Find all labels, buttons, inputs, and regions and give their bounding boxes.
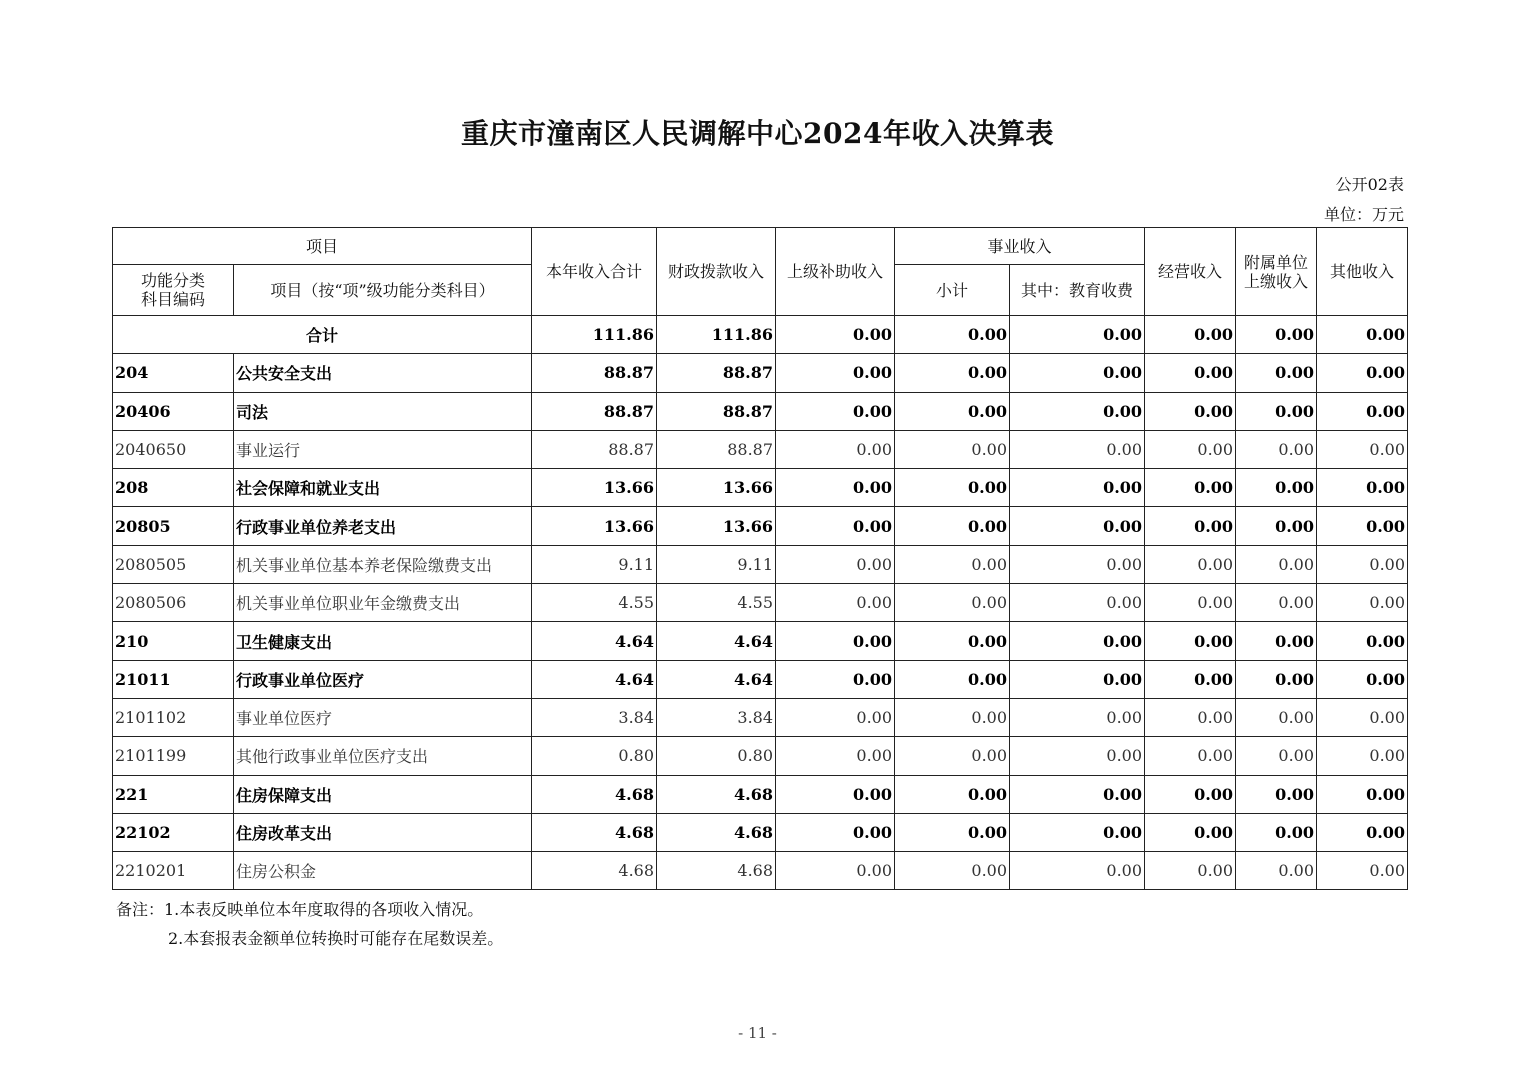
row-value: 3.84 — [532, 698, 657, 736]
table-row — [113, 545, 1408, 583]
header-superior: 上级补助收入 — [776, 228, 895, 316]
row-value: 13.66 — [532, 469, 657, 507]
header-project-name: 项目（按“项”级功能分类科目） — [234, 265, 532, 316]
header-affiliated-line1: 附属单位 — [1244, 252, 1309, 272]
row-value: 0.00 — [895, 698, 1010, 736]
row-name: 司法 — [234, 392, 532, 430]
row-value: 0.00 — [776, 775, 895, 813]
row-value: 0.00 — [895, 584, 1010, 622]
total-value: 0.00 — [1010, 316, 1145, 354]
row-code: 2210201 — [113, 852, 234, 890]
row-value: 0.00 — [1317, 698, 1408, 736]
table-number: 公开02表 — [1335, 175, 1404, 194]
row-name: 社会保障和就业支出 — [234, 469, 532, 507]
row-code: 2040650 — [113, 430, 234, 468]
header-subtotal: 小计 — [895, 265, 1010, 316]
row-value: 88.87 — [657, 392, 776, 430]
header-code-line1: 功能分类 — [140, 271, 205, 290]
header-affiliated — [1236, 228, 1317, 316]
table-row — [113, 354, 1408, 392]
row-value: 0.00 — [1145, 354, 1236, 392]
row-code: 22102 — [113, 813, 234, 851]
row-name: 住房公积金 — [234, 852, 532, 890]
row-value: 0.00 — [776, 737, 895, 775]
row-value: 0.00 — [776, 430, 895, 468]
row-value: 4.64 — [657, 660, 776, 698]
unit-label: 单位：万元 — [1323, 205, 1404, 224]
total-value: 0.00 — [776, 316, 895, 354]
row-value: 0.00 — [1317, 660, 1408, 698]
row-value: 0.00 — [1010, 852, 1145, 890]
table-row — [113, 392, 1408, 430]
header-business-group: 事业收入 — [895, 228, 1145, 265]
table-body — [113, 316, 1408, 890]
row-value: 0.00 — [1236, 737, 1317, 775]
row-code: 221 — [113, 775, 234, 813]
row-value: 0.00 — [895, 775, 1010, 813]
row-value: 88.87 — [532, 354, 657, 392]
row-value: 0.00 — [1145, 392, 1236, 430]
row-value: 0.00 — [1236, 392, 1317, 430]
total-value: 0.00 — [1317, 316, 1408, 354]
row-value: 0.00 — [776, 507, 895, 545]
row-value: 0.00 — [895, 354, 1010, 392]
row-value: 0.00 — [1236, 545, 1317, 583]
row-value: 0.00 — [776, 584, 895, 622]
row-value: 0.00 — [895, 507, 1010, 545]
total-label: 合计 — [113, 316, 532, 354]
header-total-income: 本年收入合计 — [532, 228, 657, 316]
row-value: 0.00 — [1145, 469, 1236, 507]
row-value: 13.66 — [532, 507, 657, 545]
row-value: 0.00 — [776, 545, 895, 583]
table-row — [113, 852, 1408, 890]
note-line-2: 2.本套报表金额单位转换时可能存在尾数误差。 — [168, 929, 504, 948]
row-value: 0.00 — [895, 660, 1010, 698]
row-code: 2101199 — [113, 737, 234, 775]
row-value: 0.00 — [1236, 852, 1317, 890]
row-name: 行政事业单位养老支出 — [234, 507, 532, 545]
row-value: 88.87 — [657, 354, 776, 392]
row-value: 0.00 — [1145, 698, 1236, 736]
row-value: 0.00 — [1010, 430, 1145, 468]
row-value: 0.00 — [1317, 584, 1408, 622]
total-value: 111.86 — [657, 316, 776, 354]
row-value: 88.87 — [532, 430, 657, 468]
row-value: 0.00 — [895, 852, 1010, 890]
row-value: 0.00 — [776, 354, 895, 392]
row-value: 0.00 — [895, 545, 1010, 583]
row-name: 事业运行 — [234, 430, 532, 468]
row-value: 0.00 — [776, 622, 895, 660]
table-row — [113, 469, 1408, 507]
row-value: 0.00 — [1010, 354, 1145, 392]
table-row — [113, 737, 1408, 775]
row-name: 其他行政事业单位医疗支出 — [234, 737, 532, 775]
row-value: 4.55 — [657, 584, 776, 622]
row-value: 0.00 — [1010, 698, 1145, 736]
row-code: 21011 — [113, 660, 234, 698]
total-value: 0.00 — [1145, 316, 1236, 354]
row-value: 4.64 — [532, 622, 657, 660]
row-value: 0.00 — [776, 392, 895, 430]
row-value: 0.00 — [895, 469, 1010, 507]
row-value: 4.68 — [532, 813, 657, 851]
table-row — [113, 775, 1408, 813]
total-row — [113, 316, 1408, 354]
row-value: 0.00 — [1010, 660, 1145, 698]
row-value: 4.68 — [657, 813, 776, 851]
row-value: 0.00 — [1236, 775, 1317, 813]
row-value: 0.00 — [1145, 622, 1236, 660]
row-value: 0.00 — [1145, 430, 1236, 468]
row-value: 0.00 — [1236, 584, 1317, 622]
row-value: 0.00 — [1317, 354, 1408, 392]
row-value: 0.00 — [1317, 430, 1408, 468]
row-value: 0.00 — [1010, 392, 1145, 430]
row-name: 行政事业单位医疗 — [234, 660, 532, 698]
row-value: 0.00 — [1145, 813, 1236, 851]
table-row — [113, 813, 1408, 851]
row-name: 机关事业单位基本养老保险缴费支出 — [234, 545, 532, 583]
header-project: 项目 — [113, 228, 532, 265]
row-code: 204 — [113, 354, 234, 392]
row-value: 9.11 — [532, 545, 657, 583]
row-value: 0.00 — [895, 392, 1010, 430]
row-value: 0.00 — [1236, 507, 1317, 545]
row-value: 9.11 — [657, 545, 776, 583]
row-value: 3.84 — [657, 698, 776, 736]
header-operating: 经营收入 — [1145, 228, 1236, 316]
row-code: 210 — [113, 622, 234, 660]
row-code: 20406 — [113, 392, 234, 430]
header-other: 其他收入 — [1317, 228, 1408, 316]
row-value: 0.00 — [1145, 584, 1236, 622]
row-value: 0.00 — [776, 698, 895, 736]
row-value: 0.00 — [776, 852, 895, 890]
row-value: 4.68 — [657, 852, 776, 890]
row-value: 0.00 — [1317, 545, 1408, 583]
row-name: 事业单位医疗 — [234, 698, 532, 736]
row-value: 0.00 — [895, 737, 1010, 775]
row-value: 0.00 — [1145, 775, 1236, 813]
note-line-1: 备注：1.本表反映单位本年度取得的各项收入情况。 — [116, 900, 484, 919]
row-value: 0.00 — [1145, 737, 1236, 775]
row-name: 住房改革支出 — [234, 813, 532, 851]
header-fiscal: 财政拨款收入 — [657, 228, 776, 316]
header-code-line2: 科目编码 — [140, 290, 205, 309]
row-value: 0.00 — [1236, 698, 1317, 736]
row-value: 88.87 — [532, 392, 657, 430]
row-name: 公共安全支出 — [234, 354, 532, 392]
header-education: 其中：教育收费 — [1010, 265, 1145, 316]
row-value: 0.00 — [1317, 852, 1408, 890]
row-value: 0.00 — [1317, 622, 1408, 660]
header-affiliated-line2: 上缴收入 — [1244, 271, 1309, 291]
row-value: 0.00 — [895, 430, 1010, 468]
row-value: 13.66 — [657, 469, 776, 507]
row-value: 0.00 — [776, 660, 895, 698]
row-value: 0.80 — [532, 737, 657, 775]
row-value: 0.00 — [1317, 469, 1408, 507]
row-code: 2080505 — [113, 545, 234, 583]
row-value: 0.00 — [1145, 660, 1236, 698]
row-value: 4.68 — [657, 775, 776, 813]
row-code: 2101102 — [113, 698, 234, 736]
row-name: 住房保障支出 — [234, 775, 532, 813]
row-value: 0.00 — [1317, 813, 1408, 851]
row-value: 0.00 — [1010, 737, 1145, 775]
total-value: 0.00 — [1236, 316, 1317, 354]
row-value: 0.00 — [1145, 507, 1236, 545]
row-code: 208 — [113, 469, 234, 507]
row-value: 4.68 — [532, 775, 657, 813]
row-value: 0.00 — [1010, 469, 1145, 507]
row-value: 0.00 — [1010, 507, 1145, 545]
row-value: 0.00 — [1317, 392, 1408, 430]
row-value: 0.00 — [1145, 545, 1236, 583]
table-row — [113, 622, 1408, 660]
row-value: 13.66 — [657, 507, 776, 545]
row-value: 0.00 — [776, 813, 895, 851]
row-value: 0.00 — [1010, 545, 1145, 583]
page-number: - 11 - — [738, 1024, 777, 1042]
row-value: 0.00 — [776, 469, 895, 507]
row-value: 0.00 — [1010, 775, 1145, 813]
row-value: 0.00 — [1317, 775, 1408, 813]
row-code: 2080506 — [113, 584, 234, 622]
page-title: 重庆市潼南区人民调解中心2024年收入决算表 — [461, 117, 1054, 150]
row-value: 4.55 — [532, 584, 657, 622]
table-row — [113, 584, 1408, 622]
row-value: 0.00 — [1236, 430, 1317, 468]
row-value: 88.87 — [657, 430, 776, 468]
table-row — [113, 507, 1408, 545]
row-value: 0.00 — [1317, 737, 1408, 775]
row-value: 4.68 — [532, 852, 657, 890]
row-value: 0.00 — [1236, 813, 1317, 851]
row-value: 0.80 — [657, 737, 776, 775]
row-value: 0.00 — [1236, 469, 1317, 507]
total-value: 111.86 — [532, 316, 657, 354]
row-value: 0.00 — [1010, 813, 1145, 851]
income-table — [112, 227, 1408, 890]
row-code: 20805 — [113, 507, 234, 545]
row-name: 机关事业单位职业年金缴费支出 — [234, 584, 532, 622]
row-value: 0.00 — [1236, 660, 1317, 698]
notes — [116, 895, 503, 953]
row-value: 0.00 — [895, 813, 1010, 851]
row-value: 0.00 — [1010, 622, 1145, 660]
total-value: 0.00 — [895, 316, 1010, 354]
table-row — [113, 660, 1408, 698]
table-row — [113, 430, 1408, 468]
table-row — [113, 698, 1408, 736]
row-value: 0.00 — [895, 622, 1010, 660]
row-value: 0.00 — [1317, 507, 1408, 545]
row-value: 0.00 — [1145, 852, 1236, 890]
header-code — [113, 265, 234, 316]
row-value: 0.00 — [1236, 622, 1317, 660]
row-name: 卫生健康支出 — [234, 622, 532, 660]
row-value: 0.00 — [1010, 584, 1145, 622]
row-value: 4.64 — [532, 660, 657, 698]
row-value: 4.64 — [657, 622, 776, 660]
row-value: 0.00 — [1236, 354, 1317, 392]
